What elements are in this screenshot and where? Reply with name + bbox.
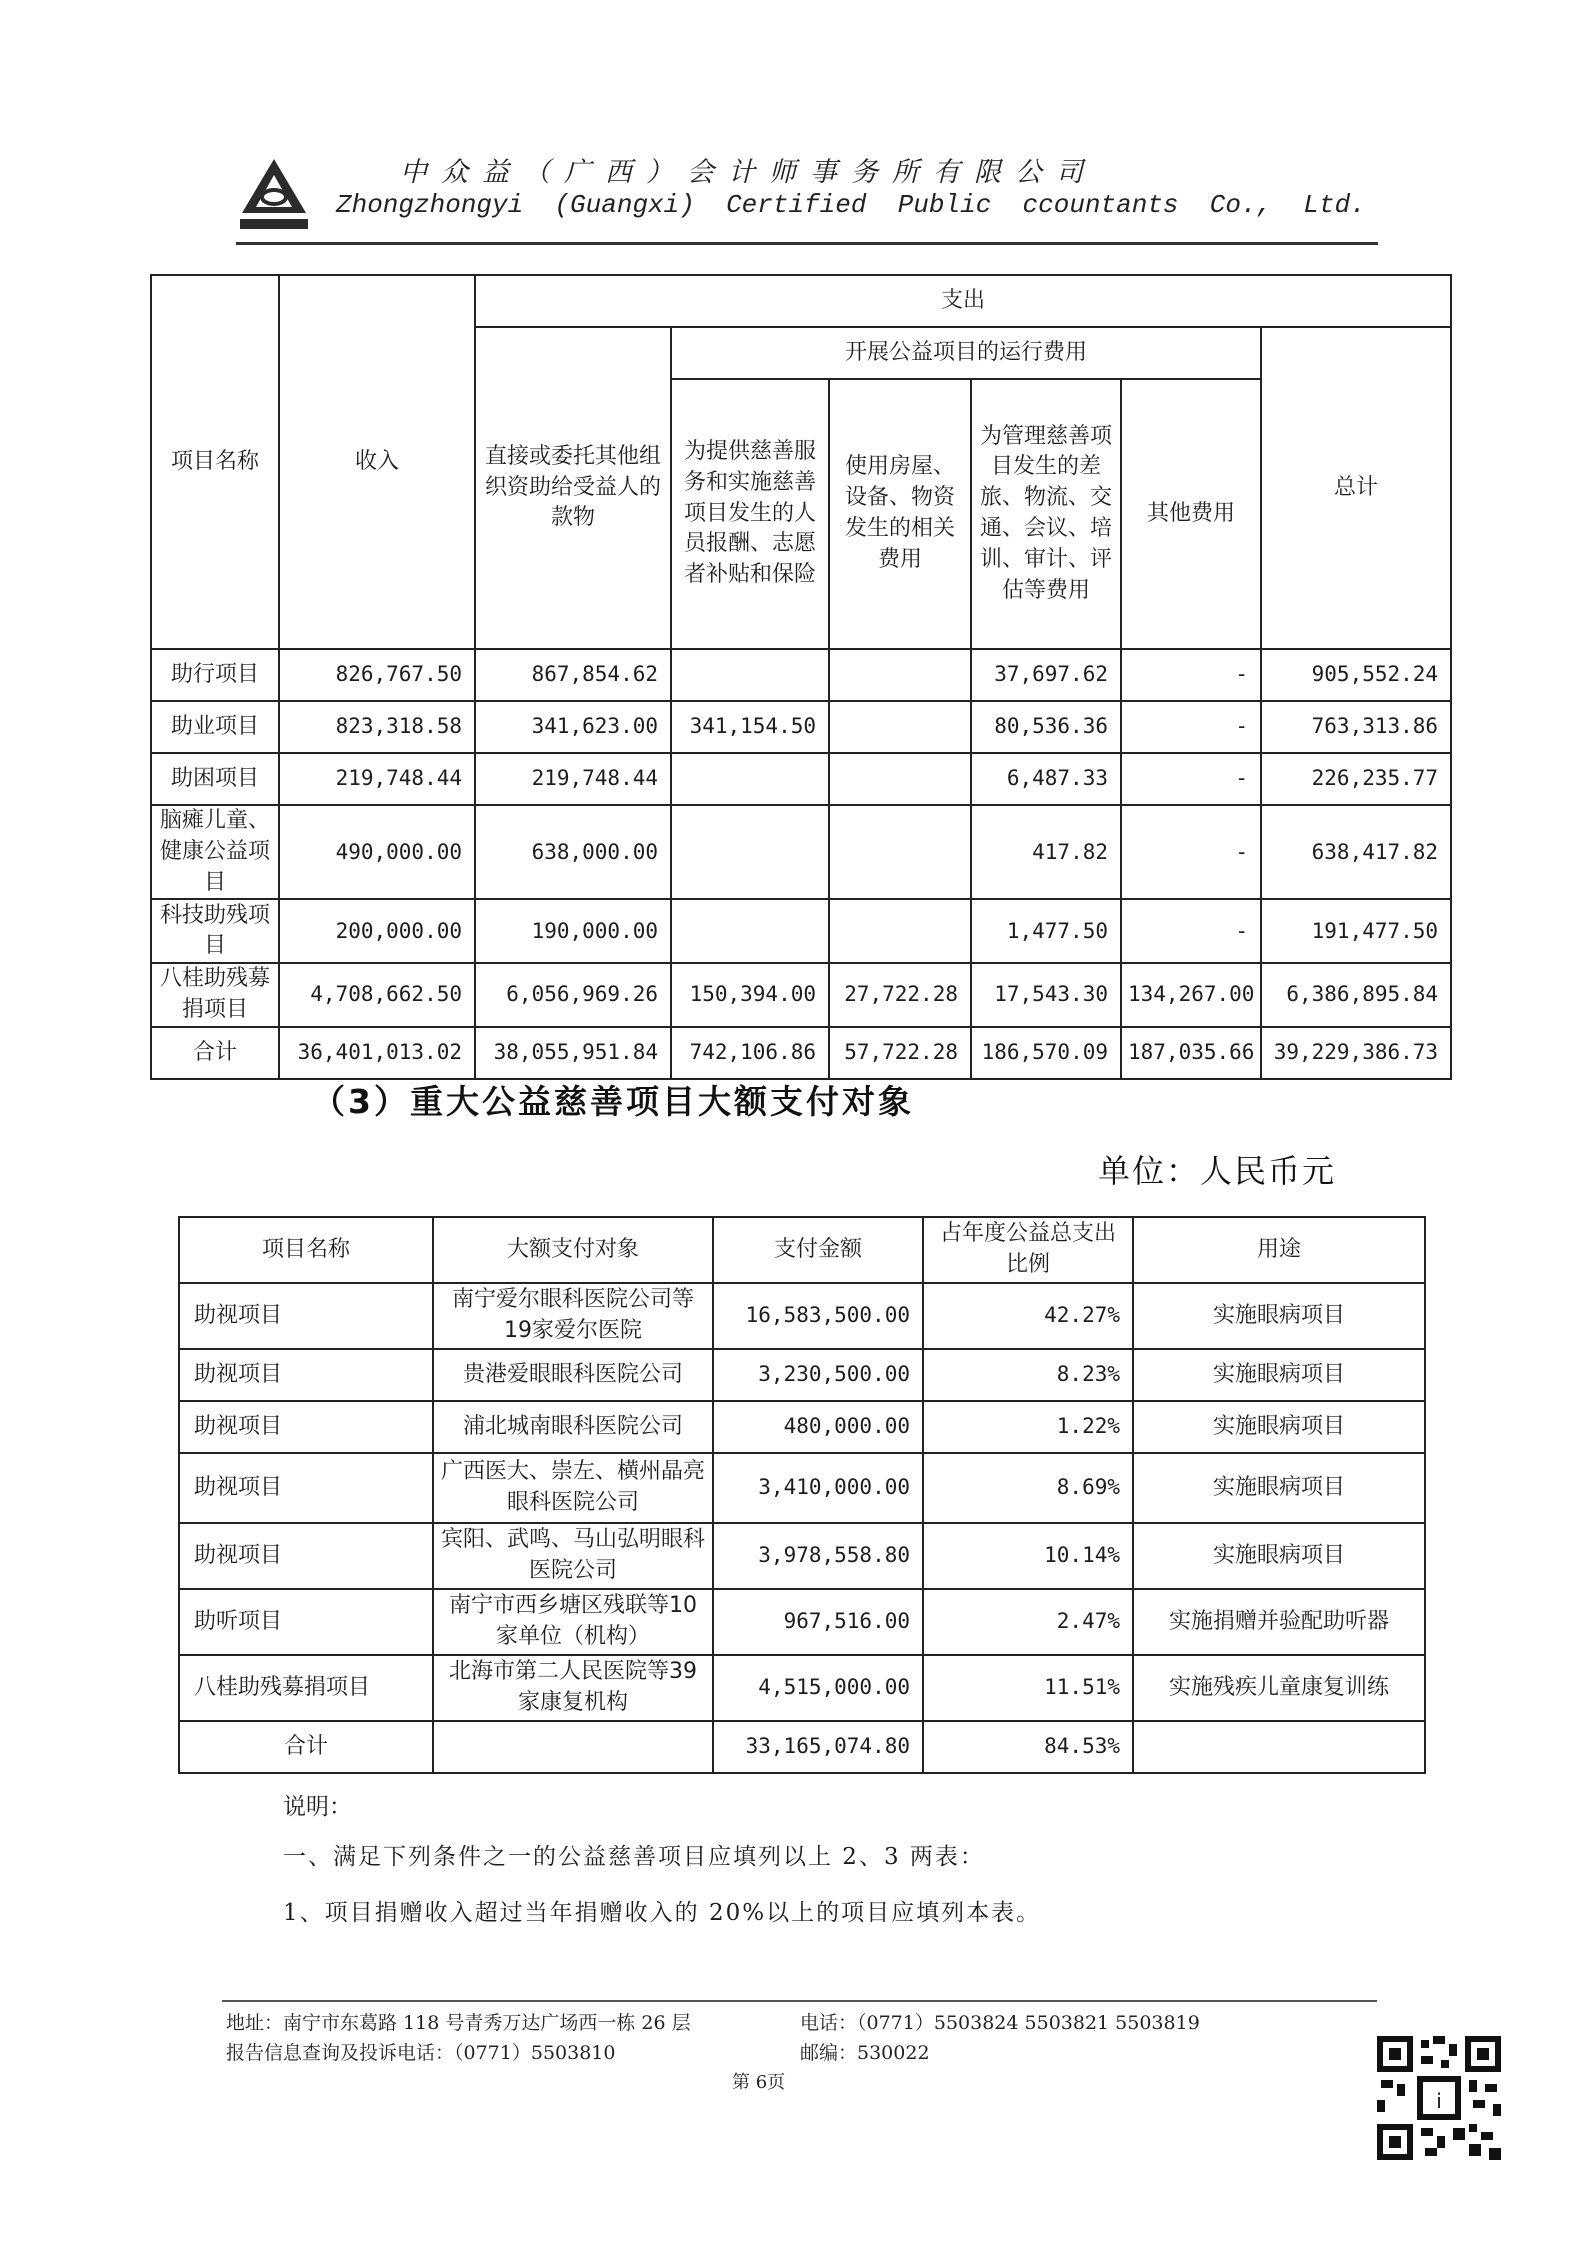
cell-payee: 广西医大、崇左、横州晶亮眼科医院公司	[433, 1453, 713, 1523]
cell-direct: 38,055,951.84	[475, 1027, 671, 1079]
cell-project-name: 助行项目	[151, 649, 279, 701]
cell-personnel	[671, 753, 829, 805]
table-row	[151, 899, 1451, 963]
cell-ratio: 2.47%	[923, 1589, 1133, 1655]
cell-payee: 宾阳、武鸣、马山弘明眼科医院公司	[433, 1523, 713, 1589]
table-row	[179, 1453, 1425, 1523]
cell-direct: 6,056,969.26	[475, 963, 671, 1027]
cell-other: 134,267.00	[1121, 963, 1261, 1027]
table-row	[179, 1401, 1425, 1453]
notes-title: 说明：	[283, 1794, 352, 1820]
cell-income: 36,401,013.02	[279, 1027, 475, 1079]
table-row	[151, 963, 1451, 1027]
cell-premises	[829, 649, 971, 701]
cell-other: -	[1121, 649, 1261, 701]
header-expenditure: 支出	[475, 275, 1451, 327]
header-divider	[236, 242, 1378, 245]
table-row	[179, 1523, 1425, 1589]
cell-direct: 341,623.00	[475, 701, 671, 753]
cell-amount: 3,410,000.00	[713, 1453, 923, 1523]
footer-divider	[222, 2000, 1377, 2002]
cell-income: 490,000.00	[279, 805, 475, 899]
footer-postcode: 邮编：530022	[800, 2042, 930, 2064]
cell-total: 905,552.24	[1261, 649, 1451, 701]
cell-purpose: 实施眼病项目	[1133, 1523, 1425, 1589]
header-direct-funding: 直接或委托其他组织资助给受益人的款物	[475, 327, 671, 649]
cell-direct: 219,748.44	[475, 753, 671, 805]
header-other: 其他费用	[1121, 379, 1261, 649]
cell-payee: 南宁爱尔眼科医院公司等19家爱尔医院	[433, 1283, 713, 1349]
notes-line: 1、项目捐赠收入超过当年捐赠收入的 20%以上的项目应填列本表。	[283, 1900, 1042, 1926]
cell-amount: 3,978,558.80	[713, 1523, 923, 1589]
cell-premises	[829, 805, 971, 899]
table-row	[151, 649, 1451, 701]
cell-project-name: 合计	[179, 1721, 433, 1773]
cell-management: 80,536.36	[971, 701, 1121, 753]
cell-total: 191,477.50	[1261, 899, 1451, 963]
header-purpose: 用途	[1133, 1217, 1425, 1283]
cell-other: -	[1121, 805, 1261, 899]
cell-project-name: 助视项目	[179, 1349, 433, 1401]
cell-direct: 867,854.62	[475, 649, 671, 701]
cell-income: 826,767.50	[279, 649, 475, 701]
page-number: 第 6页	[732, 2072, 786, 2093]
cell-personnel	[671, 649, 829, 701]
header-operating-costs: 开展公益项目的运行费用	[671, 327, 1261, 379]
cell-amount: 480,000.00	[713, 1401, 923, 1453]
firm-logo-icon	[238, 155, 310, 233]
cell-purpose: 实施眼病项目	[1133, 1283, 1425, 1349]
cell-income: 4,708,662.50	[279, 963, 475, 1027]
header-total: 总计	[1261, 327, 1451, 649]
table-row	[151, 805, 1451, 899]
major-payees-table	[178, 1216, 1426, 1774]
cell-management: 417.82	[971, 805, 1121, 899]
notes-line: 一、满足下列条件之一的公益慈善项目应填列以上 2、3 两表：	[283, 1844, 985, 1870]
header-management: 为管理慈善项目发生的差旅、物流、交通、会议、培训、审计、评估等费用	[971, 379, 1121, 649]
cell-ratio: 42.27%	[923, 1283, 1133, 1349]
cell-direct: 638,000.00	[475, 805, 671, 899]
cell-management: 17,543.30	[971, 963, 1121, 1027]
cell-total: 226,235.77	[1261, 753, 1451, 805]
cell-amount: 16,583,500.00	[713, 1283, 923, 1349]
cell-other: -	[1121, 753, 1261, 805]
footer-complaint-phone: 报告信息查询及投诉电话：（0771）5503810	[226, 2042, 616, 2064]
header-premises: 使用房屋、设备、物资发生的相关费用	[829, 379, 971, 649]
cell-project-name: 八桂助残募捐项目	[151, 963, 279, 1027]
cell-ratio: 11.51%	[923, 1655, 1133, 1721]
header-ratio: 占年度公益总支出比例	[923, 1217, 1133, 1283]
cell-project-name: 助困项目	[151, 753, 279, 805]
header-income: 收入	[279, 275, 475, 649]
cell-project-name: 八桂助残募捐项目	[179, 1655, 433, 1721]
cell-amount: 967,516.00	[713, 1589, 923, 1655]
cell-ratio: 1.22%	[923, 1401, 1133, 1453]
cell-other: 187,035.66	[1121, 1027, 1261, 1079]
cell-income: 200,000.00	[279, 899, 475, 963]
cell-personnel: 742,106.86	[671, 1027, 829, 1079]
table-row	[151, 753, 1451, 805]
cell-income: 823,318.58	[279, 701, 475, 753]
cell-project-name: 助听项目	[179, 1589, 433, 1655]
table-row-total	[179, 1721, 1425, 1773]
cell-premises	[829, 899, 971, 963]
cell-project-name: 助视项目	[179, 1453, 433, 1523]
cell-purpose: 实施捐赠并验配助听器	[1133, 1589, 1425, 1655]
footer-phone: 电话：（0771）5503824 5503821 5503819	[800, 2012, 1200, 2034]
cell-personnel	[671, 899, 829, 963]
cell-management: 186,570.09	[971, 1027, 1121, 1079]
cell-ratio: 10.14%	[923, 1523, 1133, 1589]
cell-direct: 190,000.00	[475, 899, 671, 963]
cell-ratio: 8.69%	[923, 1453, 1133, 1523]
header-project-name: 项目名称	[151, 275, 279, 649]
cell-personnel	[671, 805, 829, 899]
cell-payee	[433, 1721, 713, 1773]
cell-project-name: 助视项目	[179, 1283, 433, 1349]
header-personnel: 为提供慈善服务和实施慈善项目发生的人员报酬、志愿者补贴和保险	[671, 379, 829, 649]
cell-purpose: 实施眼病项目	[1133, 1401, 1425, 1453]
table-row	[179, 1655, 1425, 1721]
cell-total: 763,313.86	[1261, 701, 1451, 753]
cell-premises: 27,722.28	[829, 963, 971, 1027]
project-expenditure-table	[150, 274, 1452, 1080]
cell-management: 37,697.62	[971, 649, 1121, 701]
company-name-cn: 中众益（广西）会计师事务所有限公司	[400, 157, 1097, 188]
cell-project-name: 科技助残项目	[151, 899, 279, 963]
header-project-name: 项目名称	[179, 1217, 433, 1283]
cell-other: -	[1121, 701, 1261, 753]
company-name-en: Zhongzhongyi (Guangxi) Certified Public ccountants Co., Ltd.	[336, 190, 1366, 220]
cell-purpose: 实施残疾儿童康复训练	[1133, 1655, 1425, 1721]
svg-text:i: i	[1436, 2089, 1442, 2113]
cell-premises	[829, 753, 971, 805]
cell-other: -	[1121, 899, 1261, 963]
table-row-total	[151, 1027, 1451, 1079]
unit-label: 单位：人民币元	[1098, 1152, 1337, 1190]
cell-premises: 57,722.28	[829, 1027, 971, 1079]
cell-premises	[829, 701, 971, 753]
cell-amount: 4,515,000.00	[713, 1655, 923, 1721]
qr-code-icon	[1373, 2032, 1505, 2164]
cell-management: 1,477.50	[971, 899, 1121, 963]
table-row	[179, 1589, 1425, 1655]
cell-purpose: 实施眼病项目	[1133, 1349, 1425, 1401]
cell-purpose: 实施眼病项目	[1133, 1453, 1425, 1523]
cell-total: 39,229,386.73	[1261, 1027, 1451, 1079]
cell-total: 6,386,895.84	[1261, 963, 1451, 1027]
cell-project-name: 助视项目	[179, 1523, 433, 1589]
header-payee: 大额支付对象	[433, 1217, 713, 1283]
cell-management: 6,487.33	[971, 753, 1121, 805]
cell-purpose	[1133, 1721, 1425, 1773]
cell-amount: 3,230,500.00	[713, 1349, 923, 1401]
cell-project-name: 脑瘫儿童、健康公益项目	[151, 805, 279, 899]
cell-project-name: 合计	[151, 1027, 279, 1079]
cell-personnel: 150,394.00	[671, 963, 829, 1027]
cell-payee: 贵港爱眼眼科医院公司	[433, 1349, 713, 1401]
cell-amount: 33,165,074.80	[713, 1721, 923, 1773]
cell-payee: 北海市第二人民医院等39家康复机构	[433, 1655, 713, 1721]
cell-total: 638,417.82	[1261, 805, 1451, 899]
table-row	[179, 1283, 1425, 1349]
table-row	[151, 701, 1451, 753]
cell-project-name: 助业项目	[151, 701, 279, 753]
cell-personnel: 341,154.50	[671, 701, 829, 753]
cell-payee: 浦北城南眼科医院公司	[433, 1401, 713, 1453]
table-row	[179, 1349, 1425, 1401]
cell-income: 219,748.44	[279, 753, 475, 805]
header-amount: 支付金额	[713, 1217, 923, 1283]
cell-ratio: 8.23%	[923, 1349, 1133, 1401]
cell-ratio: 84.53%	[923, 1721, 1133, 1773]
section-title: （3）重大公益慈善项目大额支付对象	[312, 1082, 914, 1121]
footer-address: 地址：南宁市东葛路 118 号青秀万达广场西一栋 26 层	[226, 2012, 691, 2034]
cell-payee: 南宁市西乡塘区残联等10家单位（机构）	[433, 1589, 713, 1655]
cell-project-name: 助视项目	[179, 1401, 433, 1453]
